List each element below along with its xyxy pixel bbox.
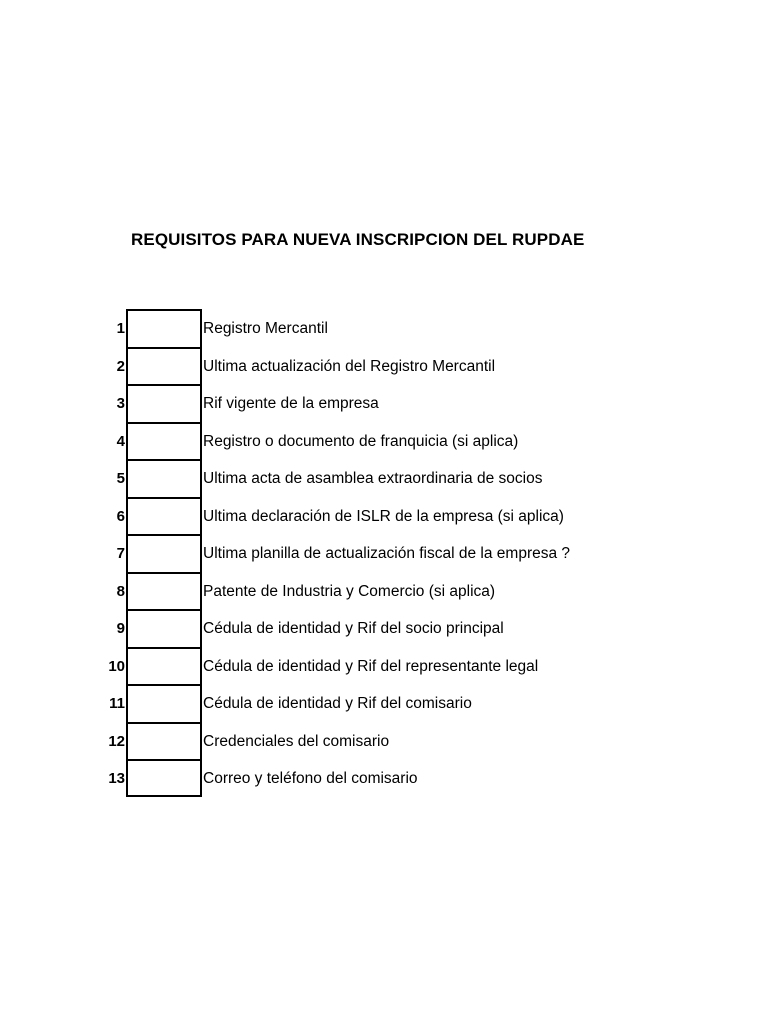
requirement-row — [0, 684, 768, 722]
requirement-checkbox[interactable] — [126, 722, 202, 760]
requirement-row — [0, 609, 768, 647]
requirement-label: Ultima actualización del Registro Mercantil — [203, 357, 496, 375]
requirement-checkbox[interactable] — [126, 572, 202, 610]
requirement-checkbox[interactable] — [126, 647, 202, 685]
requirement-number: 4 — [116, 432, 125, 450]
requirement-checkbox[interactable] — [126, 534, 202, 572]
requirement-number: 7 — [116, 545, 125, 562]
requirement-checkbox[interactable] — [126, 309, 202, 347]
requirement-checkbox[interactable] — [126, 384, 202, 422]
requirement-row — [0, 309, 768, 347]
requirement-row — [0, 497, 768, 535]
requirement-number: 12 — [108, 732, 125, 750]
requirement-row — [0, 422, 768, 460]
requirement-label: Correo y teléfono del comisario — [203, 770, 418, 787]
requirement-row — [0, 534, 768, 572]
requirement-number: 5 — [116, 470, 125, 487]
requirement-row — [0, 572, 768, 610]
requirement-row — [0, 647, 768, 685]
requirement-checkbox[interactable] — [126, 347, 202, 385]
requirement-number: 6 — [116, 507, 125, 525]
requirement-row — [0, 384, 768, 422]
requirement-number: 3 — [116, 395, 125, 412]
requirement-label: Registro Mercantil — [203, 320, 328, 337]
requirement-checkbox[interactable] — [126, 497, 202, 535]
requirement-number: 1 — [116, 320, 125, 337]
requirement-checkbox[interactable] — [126, 422, 202, 460]
requirement-number: 10 — [108, 657, 125, 675]
requirement-number: 13 — [108, 770, 125, 787]
requirement-row — [0, 459, 768, 497]
requirement-number: 11 — [109, 695, 125, 712]
requirement-checkbox[interactable] — [126, 459, 202, 497]
requirement-label: Patente de Industria y Comercio (si aplica) — [203, 582, 496, 600]
requirements-list — [0, 309, 768, 797]
requirement-label: Cédula de identidad y Rif del representante legal — [203, 657, 539, 675]
requirement-checkbox[interactable] — [126, 759, 202, 797]
requirement-label: Cédula de identidad y Rif del comisario — [203, 695, 472, 712]
requirement-checkbox[interactable] — [126, 684, 202, 722]
requirement-label: Ultima planilla de actualización fiscal de la empresa ? — [203, 545, 571, 562]
requirement-label: Registro o documento de franquicia (si aplica) — [203, 432, 519, 450]
requirement-number: 8 — [116, 582, 125, 600]
page-title: REQUISITOS PARA NUEVA INSCRIPCION DEL RUPDAE — [131, 230, 585, 249]
requirement-label: Rif vigente de la empresa — [203, 395, 379, 412]
requirement-label: Cédula de identidad y Rif del socio principal — [203, 620, 504, 637]
requirement-row — [0, 722, 768, 760]
requirement-checkbox[interactable] — [126, 609, 202, 647]
requirement-number: 9 — [116, 620, 125, 637]
requirement-label: Ultima declaración de ISLR de la empresa (si aplica) — [203, 507, 564, 525]
requirement-row — [0, 347, 768, 385]
requirement-label: Credenciales del comisario — [203, 732, 390, 750]
requirement-label: Ultima acta de asamblea extraordinaria de socios — [203, 470, 543, 487]
requirement-row — [0, 759, 768, 797]
requirement-number: 2 — [116, 357, 125, 375]
